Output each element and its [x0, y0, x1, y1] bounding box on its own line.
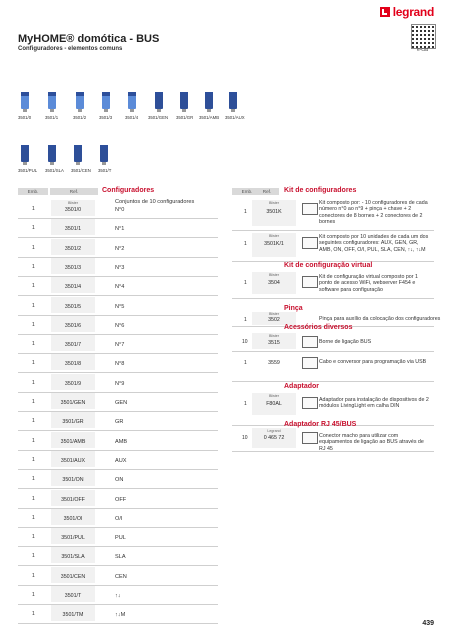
- table-row: [18, 256, 218, 277]
- ref-cell: 3501/AMB: [60, 438, 86, 445]
- table-row: Blister 1 3501K Kit composto por: - 10 configuradores de cada número n°0 ao n°9 + pinça + chave + 2 conectores de 8 bornes + 2 conectores de 2 bornes: [232, 198, 434, 231]
- table-row: [18, 488, 218, 509]
- emb-cell: 1: [32, 360, 35, 367]
- product-label: 3501/GEN: [148, 115, 169, 120]
- table-row: [18, 526, 218, 547]
- virtual-kit-image: [302, 276, 318, 288]
- product-label: 3501/AUX: [225, 115, 245, 120]
- qr-label: e-cat: [416, 47, 429, 53]
- brand-name: legrand: [392, 5, 434, 19]
- column-header-ref: Ref.: [50, 188, 98, 195]
- ref-cell: 3501/PUL: [61, 535, 85, 542]
- emb-cell: 1: [32, 263, 35, 270]
- table-row: [18, 295, 218, 316]
- product-label: 3501/SLA: [45, 168, 64, 173]
- table-row: Blister 1 F80AL Adaptador para instalação de dispositivos de 2 módulos LivingLight em calha DIN: [232, 391, 434, 426]
- ref-cell: 3501/SLA: [61, 554, 85, 561]
- section-title-acessorios: Acessórios diversos: [284, 324, 353, 331]
- desc-cell: ON: [115, 477, 124, 484]
- section-title-virtual: Kit de configuração virtual: [284, 262, 373, 269]
- section-title-rj45: Adaptador RJ 45/BUS: [284, 421, 357, 428]
- emb-cell: 1: [32, 399, 35, 405]
- configurator-product-image: [21, 92, 29, 109]
- table-row: [18, 198, 218, 219]
- desc-cell: N°8: [115, 361, 125, 368]
- usb-cable-image: [302, 357, 318, 369]
- ref-cell: 3501/ON: [62, 477, 84, 484]
- ref-cell: 3501/T: [64, 593, 82, 599]
- section-title-adaptador: Adaptador: [284, 383, 319, 390]
- kit-product-image: [302, 237, 318, 249]
- rj45-adapter-image: [302, 432, 318, 444]
- column-header-emb: Emb.: [18, 188, 48, 195]
- emb-cell: 1: [32, 225, 35, 232]
- product-label: 3501/PUL: [18, 168, 38, 173]
- group-description: Conjuntos de 10 configuradores: [115, 199, 195, 205]
- ref-cell: 3501/9: [64, 380, 82, 387]
- unit-label: Blister: [68, 201, 78, 205]
- emb-cell: 1: [32, 302, 35, 309]
- product-label: 3501/0: [18, 115, 32, 120]
- ref-cell: 3501/OI: [63, 515, 83, 522]
- ref-cell: 3501/3: [64, 264, 82, 271]
- table-row: [18, 507, 218, 528]
- ref-cell: 3501/5: [64, 303, 82, 310]
- desc-cell: CEN: [115, 573, 127, 580]
- table-row: [18, 410, 218, 431]
- configurator-product-image: [229, 92, 237, 109]
- product-label: 3501/3: [99, 115, 113, 120]
- desc-cell: PUL: [115, 535, 126, 542]
- emb-cell: 1: [32, 514, 35, 521]
- emb-cell: 1: [32, 476, 35, 483]
- table-row: [18, 584, 218, 605]
- configurator-product-image: [74, 145, 82, 162]
- emb-cell: 1: [32, 244, 35, 251]
- table-row: Blister 1 3504 Kit de configuração virtual composto por 1 ponto de acesso WiFi, webserver F454 e software para configuração: [232, 270, 434, 299]
- desc-cell: GR: [115, 419, 124, 426]
- table-row: [18, 333, 218, 354]
- legrand-logo: [380, 5, 434, 19]
- page-title: MyHOME® domótica - BUS: [18, 33, 160, 45]
- ref-cell: 3501/2: [64, 245, 82, 252]
- product-label: 3501/CEN: [71, 168, 91, 173]
- configurator-product-image: [48, 92, 56, 109]
- desc-cell: AMB: [115, 438, 128, 445]
- emb-cell: 1: [32, 553, 35, 560]
- desc-cell: N°6: [115, 322, 125, 329]
- emb-cell: 1: [32, 341, 35, 348]
- desc-cell: GEN: [115, 400, 128, 406]
- ref-cell: 3501/CEN: [60, 573, 86, 580]
- product-label: 3501/GR: [176, 115, 194, 120]
- configurator-product-image: [205, 92, 213, 109]
- desc-cell: AUX: [115, 457, 127, 464]
- table-row: Legrand 10 0 465 72 Conector macho para utilizar com equipamentos de ligação ao BUS através de RJ 45: [232, 427, 434, 452]
- emb-cell: 1: [32, 534, 35, 541]
- page-subtitle: Configuradores - elementos comuns: [18, 46, 123, 52]
- desc-cell: N°1: [115, 226, 125, 233]
- table-row: 1 3559 Cabo e conversor para programação via USB: [232, 351, 434, 382]
- page-number: 439: [422, 620, 434, 627]
- table-row: [18, 391, 218, 412]
- emb-cell: 1: [32, 611, 35, 618]
- legrand-logo-mark-icon: [380, 7, 390, 17]
- table-row: [18, 449, 218, 470]
- configurator-product-image: [100, 145, 108, 162]
- kit-product-image: [302, 203, 318, 215]
- ref-cell: 3501/TM: [62, 612, 84, 619]
- desc-cell: OFF: [115, 496, 127, 503]
- desc-cell: N°2: [115, 245, 125, 252]
- product-label: 3501/T: [98, 168, 112, 173]
- table-row: [18, 237, 218, 258]
- table-row: [18, 603, 218, 624]
- emb-cell: 1: [32, 495, 35, 502]
- desc-cell: N°4: [115, 284, 125, 291]
- ref-cell: 3501/8: [64, 361, 82, 368]
- table-row: Blister 1 3502 Pinça para auxílio da colocação dos configuradores: [232, 312, 434, 327]
- desc-cell: N°9: [115, 380, 125, 387]
- desc-cell: N°0: [115, 207, 125, 213]
- emb-cell: 1: [32, 456, 35, 463]
- ref-cell: 3501/7: [64, 342, 82, 349]
- configurator-product-image: [76, 92, 84, 109]
- ref-cell: 3501/1: [64, 226, 82, 233]
- configurator-product-image: [102, 92, 110, 109]
- product-label: 3501/AMB: [199, 115, 220, 120]
- configurator-product-image: [128, 92, 136, 109]
- column-header-ref-right: Ref.: [255, 188, 279, 195]
- table-row: [18, 217, 218, 238]
- table-row: [18, 430, 218, 451]
- table-row: Blister 10 3515 Borne de ligação BUS: [232, 331, 434, 352]
- desc-cell: N°5: [115, 303, 125, 310]
- desc-cell: N°7: [115, 342, 125, 349]
- table-row: [18, 565, 218, 586]
- configurator-product-image: [21, 145, 29, 162]
- bus-connector-image: [302, 336, 318, 348]
- product-label: 3501/2: [73, 115, 87, 120]
- emb-cell: 1: [32, 206, 35, 212]
- desc-cell: ↑↓: [115, 593, 121, 599]
- ref-cell: 3501/GEN: [60, 400, 86, 406]
- desc-cell: N°3: [115, 264, 125, 271]
- ref-cell: 3501/OFF: [61, 496, 85, 503]
- table-row: [18, 314, 218, 335]
- configurator-product-image: [155, 92, 163, 109]
- ref-cell: 3501/GR: [62, 419, 84, 426]
- configurator-product-image: [48, 145, 56, 162]
- ref-cell: 3501/4: [64, 284, 82, 291]
- table-row: Blister 1 3501K/1 Kit composto por 10 unidades de cada um dos seguintes configuradores: AUX, GEN, GR, AMB, ON, OFF, O/I, PUL, SLA, CEN, ↑↓, ↑↓M: [232, 231, 434, 262]
- product-label: 3501/4: [125, 115, 139, 120]
- emb-cell: 1: [32, 321, 35, 328]
- table-row: [18, 372, 218, 393]
- emb-cell: 1: [32, 572, 35, 579]
- table-row: [18, 545, 218, 566]
- qr-code-icon: [411, 24, 436, 49]
- emb-cell: 1: [32, 418, 35, 425]
- section-title-pinca: Pinça: [284, 305, 303, 312]
- table-row: [18, 468, 218, 489]
- emb-cell: 1: [32, 437, 35, 444]
- column-header-emb-right: Emb.: [232, 188, 262, 195]
- ref-cell: 3501/AUX: [60, 457, 86, 464]
- ref-cell: 3501/0: [64, 207, 82, 213]
- product-label: 3501/1: [45, 115, 59, 120]
- emb-cell: 1: [32, 379, 35, 386]
- section-title-kit: Kit de configuradores: [284, 187, 357, 194]
- desc-cell: SLA: [115, 554, 126, 561]
- desc-cell: O/I: [115, 515, 123, 522]
- desc-cell: ↑↓M: [115, 612, 126, 619]
- section-title-configuradores: Configuradores: [102, 187, 155, 194]
- configurator-product-image: [180, 92, 188, 109]
- ref-cell: 3501/6: [64, 322, 82, 329]
- table-row: [18, 352, 218, 373]
- emb-cell: 1: [32, 283, 35, 290]
- table-row: [18, 275, 218, 296]
- din-adapter-image: [302, 397, 318, 409]
- emb-cell: 1: [32, 592, 35, 598]
